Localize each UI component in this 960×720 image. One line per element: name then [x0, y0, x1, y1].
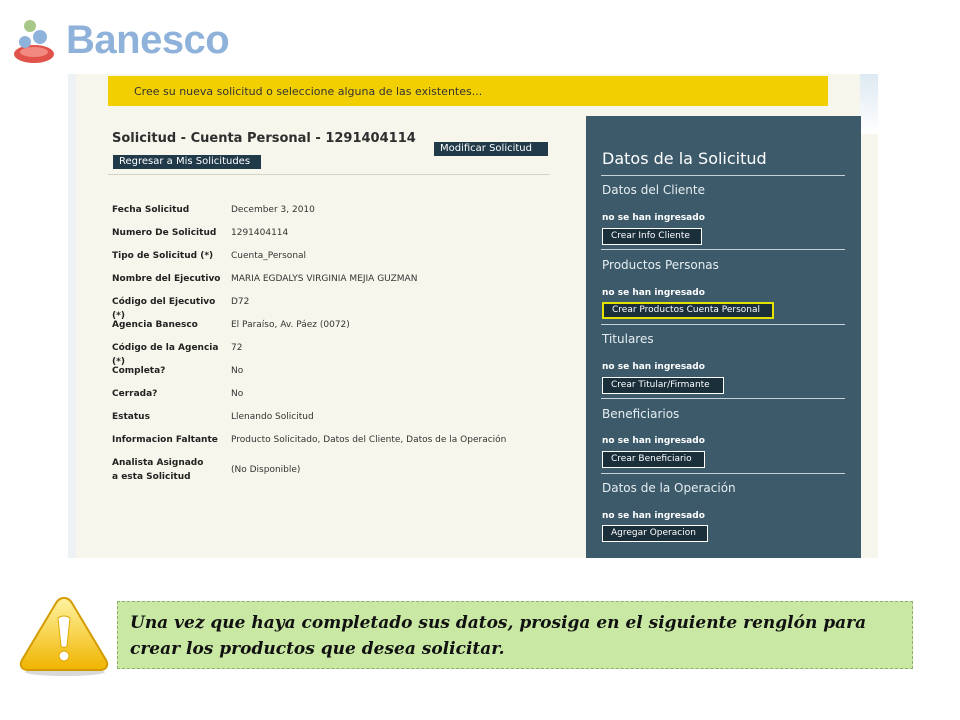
field-value: Llenando Solicitud: [231, 412, 314, 422]
field-value: MARIA EGDALYS VIRGINIA MEJIA GUZMAN: [231, 274, 418, 284]
add-operation-button[interactable]: Agregar Operacion: [602, 525, 708, 542]
field-value: No: [231, 389, 244, 399]
page-title: Solicitud - Cuenta Personal - 1291404114: [112, 131, 416, 146]
request-data-panel: [586, 116, 861, 558]
field-value: D72: [231, 297, 250, 307]
section-status: no se han ingresado: [602, 288, 705, 298]
field-label: Analista Asignado: [112, 458, 204, 468]
warning-icon: [18, 594, 110, 678]
field-value: Producto Solicitado, Datos del Cliente, Datos de la Operación: [231, 435, 507, 445]
section-title-beneficiaries: Beneficiarios: [602, 407, 680, 421]
field-label: Código del Ejecutivo (*): [112, 297, 216, 321]
section-title-client: Datos del Cliente: [602, 183, 705, 197]
divider: [108, 174, 550, 175]
divider: [601, 473, 845, 474]
panel-title: Datos de la Solicitud: [602, 149, 767, 168]
section-status: no se han ingresado: [602, 436, 705, 446]
create-holder-button[interactable]: Crear Titular/Firmante: [602, 377, 724, 394]
section-status: no se han ingresado: [602, 213, 705, 223]
divider: [601, 398, 845, 399]
divider: [601, 175, 845, 176]
create-beneficiary-button[interactable]: Crear Beneficiario: [602, 451, 705, 468]
brand-name: Banesco: [66, 18, 230, 62]
field-label: Agencia Banesco: [112, 320, 198, 330]
divider: [601, 249, 845, 250]
field-label-line2: a esta Solicitud: [112, 472, 191, 482]
section-title-holders: Titulares: [602, 332, 654, 346]
banesco-logo-mark-icon: [10, 16, 66, 72]
field-label: Numero De Solicitud: [112, 228, 217, 238]
field-value: Cuenta_Personal: [231, 251, 307, 261]
field-value: December 3, 2010: [231, 205, 315, 215]
field-value: 72: [231, 343, 243, 353]
frame-fade: [860, 74, 878, 134]
back-to-requests-button[interactable]: Regresar a Mis Solicitudes: [113, 155, 261, 169]
field-value: El Paraíso, Av. Páez (0072): [231, 320, 350, 330]
frame-edge: [68, 74, 76, 558]
field-label: Tipo de Solicitud (*): [112, 251, 214, 261]
section-title-operation: Datos de la Operación: [602, 481, 736, 495]
modify-request-button[interactable]: Modificar Solicitud: [434, 142, 548, 156]
field-label: Código de la Agencia (*): [112, 343, 219, 367]
field-label: Fecha Solicitud: [112, 205, 190, 215]
field-value: No: [231, 366, 244, 376]
field-label: Nombre del Ejecutivo: [112, 274, 221, 284]
section-status: no se han ingresado: [602, 511, 705, 521]
info-banner: Cree su nueva solicitud o seleccione alguna de las existentes...: [108, 76, 828, 106]
divider: [601, 324, 845, 325]
create-client-info-button[interactable]: Crear Info Cliente: [602, 228, 702, 245]
field-label: Informacion Faltante: [112, 435, 218, 445]
create-products-button[interactable]: Crear Productos Cuenta Personal: [602, 302, 774, 319]
field-label: Estatus: [112, 412, 150, 422]
field-label: Completa?: [112, 366, 166, 376]
section-title-products: Productos Personas: [602, 258, 719, 272]
banesco-logo: [10, 16, 240, 72]
section-status: no se han ingresado: [602, 362, 705, 372]
field-value: (No Disponible): [231, 465, 301, 475]
instruction-callout: Una vez que haya completado sus datos, prosiga en el siguiente renglón para crear los productos que desea solicitar.: [117, 601, 913, 669]
field-value: 1291404114: [231, 228, 289, 238]
field-label: Cerrada?: [112, 389, 158, 399]
